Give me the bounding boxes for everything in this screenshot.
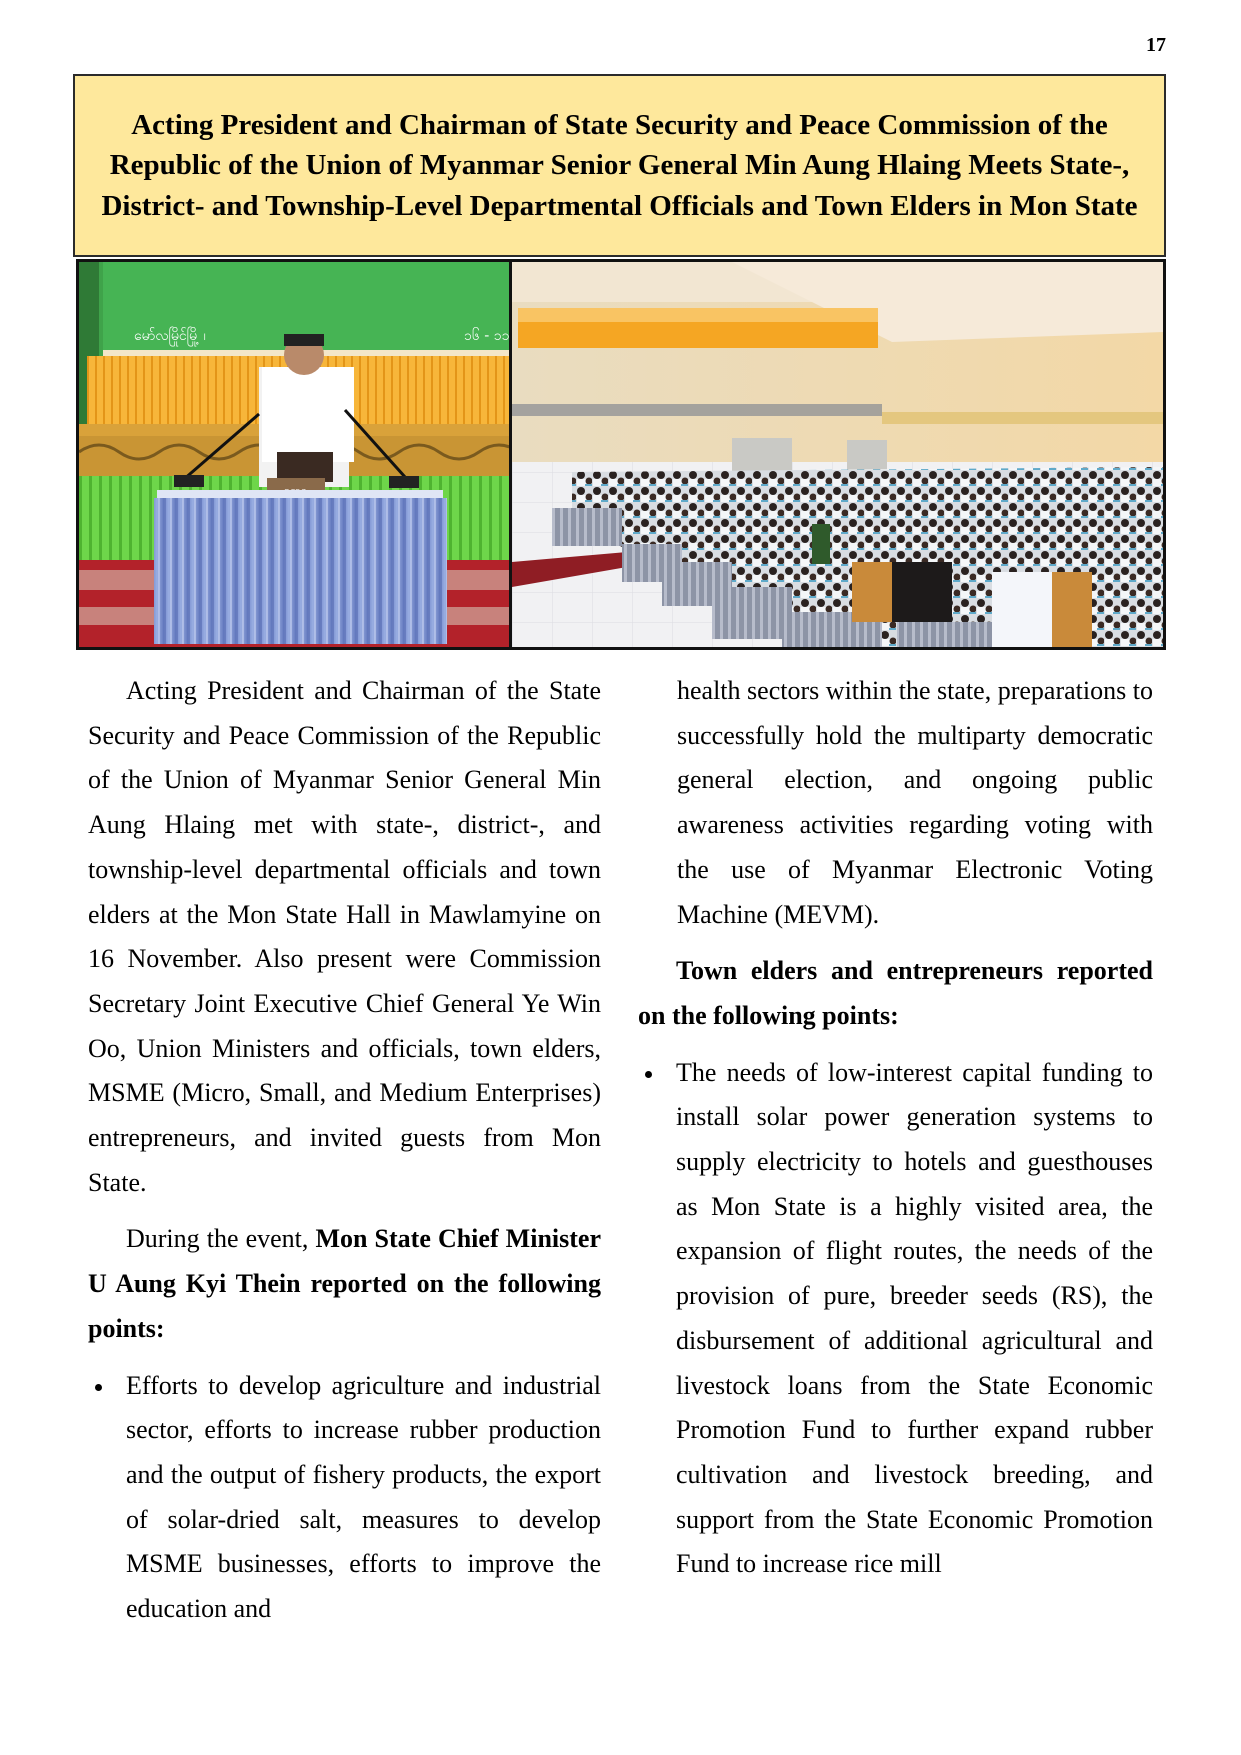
paragraph-lead-text: During the event, (126, 1224, 316, 1254)
town-elders-heading (638, 949, 1153, 1038)
chief-minister-points-list (88, 1364, 601, 1632)
list-item (88, 1364, 601, 1632)
page-number: 17 (1146, 34, 1166, 56)
list-item-text: Efforts to develop agriculture and industrial sector, efforts to increase rubber production and the output of fishery products, the export of solar-dried salt, measures to develop MSME businesses, efforts to improve the education and (126, 1370, 601, 1624)
article-paragraph-chief-minister (88, 1217, 601, 1351)
list-item (638, 1051, 1153, 1587)
article-paragraph-intro: Acting President and Chairman of the State Security and Peace Commission of the Republic of the Union of Myanmar Senior General Min Aung Hlaing met with state-, district-, and township-level departmental officials and town elders at the Mon State Hall in Mawlamyine on 16 November. Also present were Commission Secretary Joint Executive Chief General Ye Win Oo, Union Ministers and officials, town elders, MSME (Micro, Small, and Medium Enterprises) entrepreneurs, and invited guests from Mon State. (88, 676, 601, 1197)
article-column-right (638, 669, 1153, 1587)
photo-senior-general-at-desk (79, 262, 509, 647)
town-elders-heading-text: Town elders and entrepreneurs reported on the following points: (638, 956, 1153, 1030)
chief-minister-heading: Mon State Chief Minister U Aung Kyi Thein reported on the following points: (88, 1224, 601, 1343)
photo-right-illustration (512, 262, 1163, 647)
article-column-left (88, 669, 601, 1632)
photo-strip (76, 259, 1166, 650)
article-title-box (73, 74, 1166, 257)
list-item-text: The needs of low-interest capital funding to install solar power generation systems to supply electricity to hotels and guesthouses as Mon State is a highly visited area, the expansion of flight routes, the needs of the provision of pure, breeder seeds (RS), the disbursement of additional agricultural and livestock loans from the State Economic Promotion Fund to further expand rubber cultivation and livestock breeding, and support from the State Economic Promotion Fund to increase rice mill (676, 1057, 1153, 1579)
article-title: Acting President and Chairman of State Security and Peace Commission of the Republic of the Union of Myanmar Senior General Min Aung Hlaing Meets State-, District- and Township-Level Departmental Officials and Town Elders in Mon State (101, 108, 1138, 222)
photo-audience-in-hall (512, 262, 1163, 647)
svg-text:၁၆ - ၁၁: ၁၆ - ၁၁ (464, 328, 509, 344)
town-elders-points-list (638, 1051, 1153, 1587)
svg-text:မော်လမြိုင်မြို့ ၊: မော်လမြိုင်မြို့ ၊ (134, 328, 206, 344)
photo-left-illustration (79, 262, 509, 647)
list-item-continuation: health sectors within the state, preparations to successfully hold the multiparty democratic general election, and ongoing public awareness activities regarding voting with the use of Myanmar Electronic Voting Machine (MEVM). (677, 676, 1153, 929)
